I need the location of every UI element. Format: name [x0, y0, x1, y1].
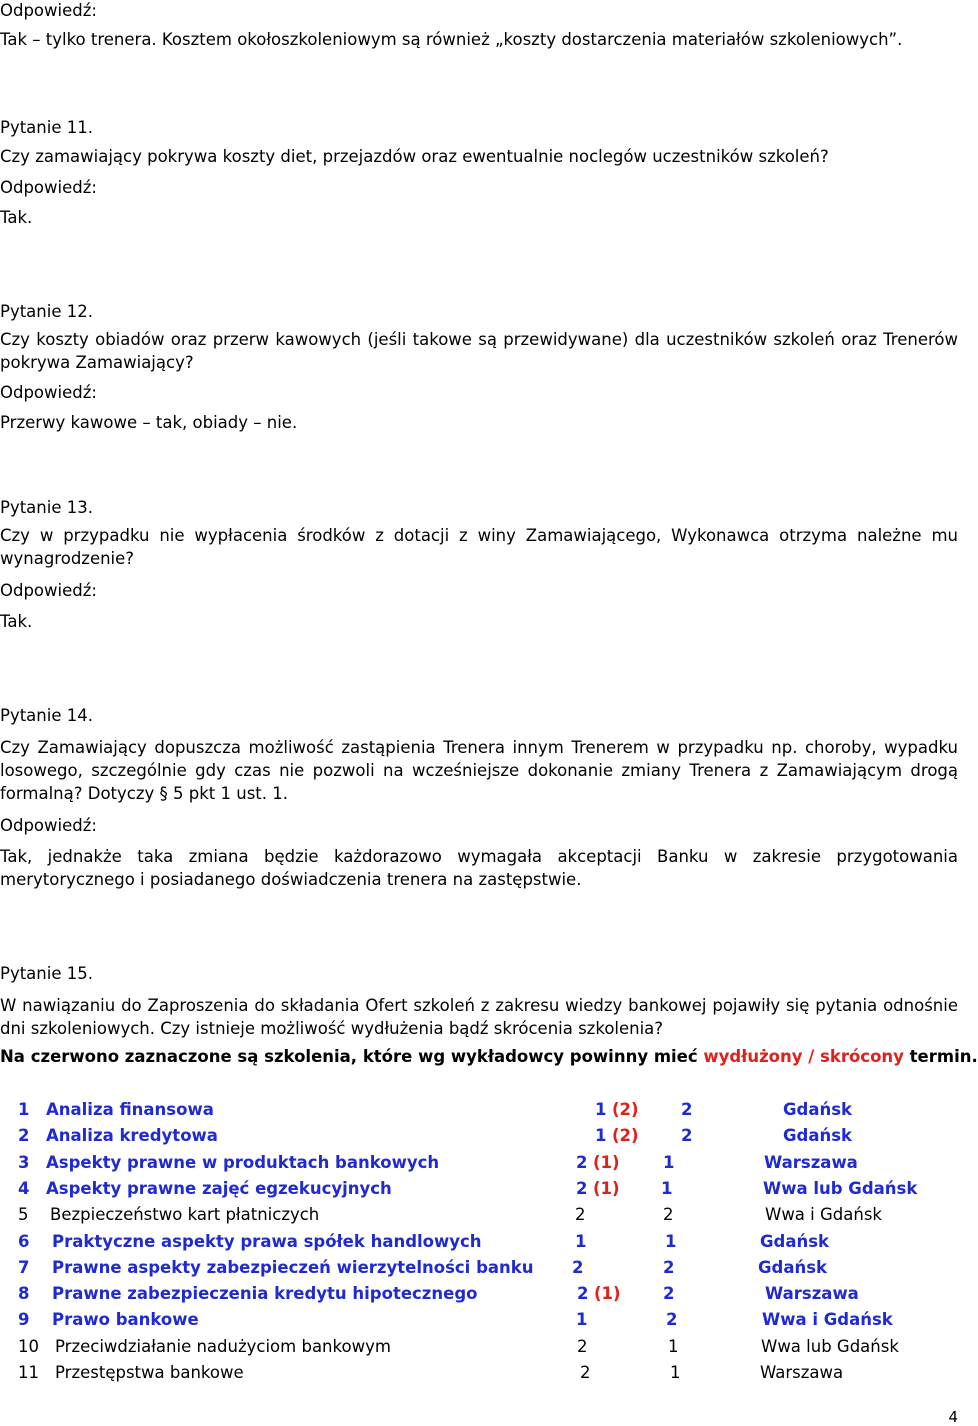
training-city: Wwa i Gdańsk — [765, 1205, 882, 1225]
training-row — [0, 1360, 960, 1386]
training-number: 1 — [18, 1100, 30, 1119]
question-title: Pytanie 15. — [0, 964, 93, 983]
note-end: termin. — [903, 1047, 978, 1066]
question-title: Pytanie 13. — [0, 498, 93, 517]
training-groups: 2 — [666, 1310, 678, 1330]
training-days: 2 — [576, 1152, 588, 1172]
question-title: Pytanie 12. — [0, 302, 93, 321]
training-proposed-days: (2) — [612, 1100, 639, 1119]
training-number: 6 — [18, 1231, 30, 1251]
answer-text: Tak, jednakże taka zmiana będzie każdorazowo wymagała akceptacji Banku w zakresie przygotowania merytorycznego i posiadanego doświadczenia trenera na zastępstwie. — [0, 847, 958, 889]
training-groups: 2 — [681, 1126, 693, 1146]
answer-label: Odpowiedź: — [0, 581, 97, 600]
training-name: Prawne aspekty zabezpieczeń wierzytelności banku — [52, 1257, 534, 1277]
note-red: wydłużony / skrócony — [703, 1047, 904, 1066]
training-city: Gdańsk — [783, 1126, 853, 1146]
training-city: Gdańsk — [760, 1231, 830, 1251]
training-row — [0, 1281, 960, 1307]
training-proposed-days: (1) — [594, 1284, 621, 1304]
answer-text: Tak. — [0, 612, 33, 631]
training-row — [0, 1097, 960, 1123]
training-groups: 2 — [663, 1257, 675, 1277]
training-days: 1 — [576, 1310, 588, 1330]
training-proposed-days: (2) — [612, 1126, 639, 1146]
training-row — [0, 1307, 960, 1333]
training-name: Bezpieczeństwo kart płatniczych — [50, 1205, 320, 1225]
training-number: 9 — [18, 1310, 30, 1330]
training-groups: 1 — [663, 1152, 675, 1172]
training-city: Wwa lub Gdańsk — [763, 1178, 918, 1198]
training-city: Gdańsk — [758, 1257, 828, 1277]
training-proposed-days: (1) — [593, 1178, 620, 1198]
question-text: Czy koszty obiadów oraz przerw kawowych (jeśli takowe są przewidywane) dla uczestników szkoleń oraz Trenerów pokrywa Zamawiający? — [0, 330, 958, 372]
answer-label: Odpowiedź: — [0, 383, 97, 402]
question-text: W nawiązaniu do Zaproszenia do składania Ofert szkoleń z zakresu wiedzy bankowej pojawiły się pytania odnośnie dni szkoleniowych. Czy istnieje możliwość wydłużenia bądź skrócenia szkolenia? — [0, 996, 958, 1038]
training-row — [0, 1334, 960, 1360]
training-name: Przestępstwa bankowe — [55, 1363, 244, 1382]
training-days: 2 — [577, 1336, 588, 1356]
training-groups: 2 — [663, 1205, 674, 1225]
training-number: 2 — [18, 1126, 30, 1146]
answer-text: Przerwy kawowe – tak, obiady – nie. — [0, 413, 298, 432]
question-text: Czy zamawiający pokrywa koszty diet, przejazdów oraz ewentualnie noclegów uczestników szkoleń? — [0, 147, 829, 166]
training-groups: 2 — [663, 1284, 675, 1304]
training-name: Przeciwdziałanie nadużyciom bankowym — [55, 1336, 391, 1356]
training-number: 3 — [18, 1152, 30, 1172]
training-row — [0, 1202, 960, 1228]
training-days: 2 — [580, 1363, 591, 1382]
training-city: Gdańsk — [783, 1100, 853, 1119]
training-city: Warszawa — [760, 1363, 844, 1382]
training-groups: 1 — [665, 1231, 677, 1251]
page-number: 4 — [948, 1408, 958, 1426]
question-title: Pytanie 11. — [0, 118, 93, 137]
training-groups: 1 — [668, 1336, 679, 1356]
training-name: Aspekty prawne w produktach bankowych — [46, 1152, 440, 1172]
training-number: 5 — [18, 1205, 29, 1225]
training-number: 8 — [18, 1284, 30, 1304]
note-start: Na czerwono zaznaczone są szkolenia, które wg wykładowcy powinny mieć — [0, 1047, 704, 1066]
training-city: Wwa lub Gdańsk — [761, 1336, 899, 1356]
training-city: Wwa i Gdańsk — [762, 1310, 893, 1330]
training-name: Prawo bankowe — [52, 1310, 199, 1330]
training-city: Warszawa — [765, 1284, 859, 1304]
answer-text: Tak. — [0, 208, 33, 227]
training-groups: 2 — [681, 1100, 693, 1119]
training-row — [0, 1150, 960, 1176]
training-name: Analiza finansowa — [46, 1100, 214, 1119]
training-row — [0, 1229, 960, 1255]
training-row — [0, 1123, 960, 1149]
training-number: 4 — [18, 1178, 30, 1198]
training-groups: 1 — [670, 1363, 681, 1382]
question-text: Czy Zamawiający dopuszcza możliwość zastąpienia Trenera innym Trenerem w przypadku np. choroby, wypadku losowego, szczególnie gdy czas nie pozwoli na wcześniejsze dokonanie zmiany Trenera z Zamawiającym drogą formalną? Dotyczy § 5 pkt 1 ust. 1. — [0, 738, 958, 803]
training-name: Aspekty prawne zajęć egzekucyjnych — [46, 1178, 392, 1198]
training-proposed-days: (1) — [593, 1152, 620, 1172]
answer-label: Odpowiedź: — [0, 816, 97, 835]
training-name: Prawne zabezpieczenia kredytu hipotecznego — [52, 1284, 478, 1304]
training-days: 2 — [572, 1257, 584, 1277]
training-number: 11 — [18, 1363, 39, 1382]
training-row — [0, 1176, 960, 1202]
training-row — [0, 1255, 960, 1281]
training-name: Praktyczne aspekty prawa spółek handlowych — [52, 1231, 482, 1251]
training-groups: 1 — [661, 1178, 673, 1198]
answer-text: Tak – tylko trenera. Kosztem okołoszkoleniowym są również „koszty dostarczenia materiałów szkoleniowych”. — [0, 30, 903, 49]
training-days: 2 — [576, 1178, 588, 1198]
answer-label: Odpowiedź: — [0, 1, 97, 20]
training-days: 1 — [595, 1100, 607, 1119]
training-number: 7 — [18, 1257, 30, 1277]
training-city: Warszawa — [764, 1152, 858, 1172]
training-days: 1 — [595, 1126, 607, 1146]
training-days: 1 — [575, 1231, 587, 1251]
training-days: 2 — [575, 1205, 586, 1225]
training-name: Analiza kredytowa — [46, 1126, 218, 1146]
training-days: 2 — [577, 1284, 589, 1304]
highlight-note — [0, 1046, 978, 1068]
question-title: Pytanie 14. — [0, 706, 93, 725]
answer-label: Odpowiedź: — [0, 178, 97, 197]
question-text: Czy w przypadku nie wypłacenia środków z dotacji z winy Zamawiającego, Wykonawca otrzyma należne mu wynagrodzenie? — [0, 526, 958, 568]
training-number: 10 — [18, 1336, 39, 1356]
